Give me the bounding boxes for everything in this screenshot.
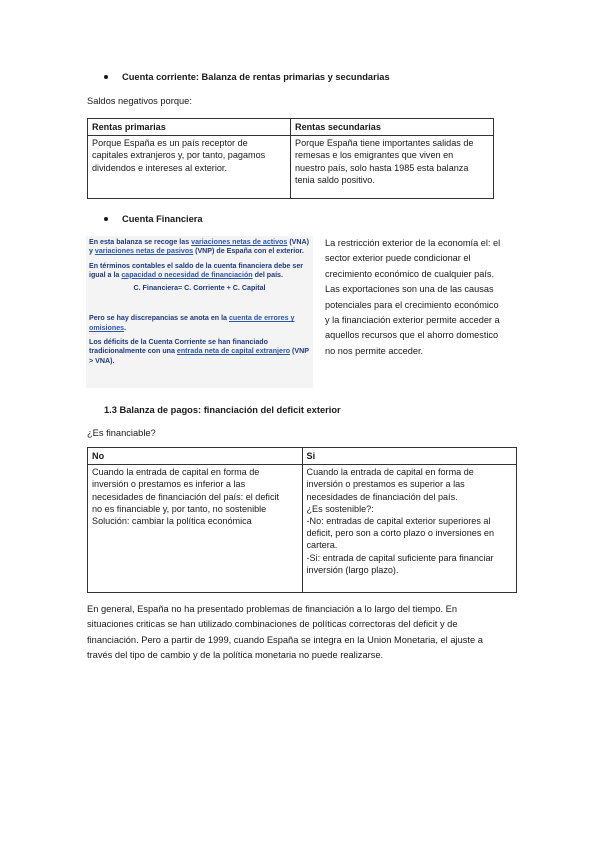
bullet-icon <box>104 217 108 221</box>
image-text: En esta balanza se recoge las <box>89 238 192 246</box>
section1-heading: Cuenta corriente: Balanza de rentas primarias y secundarias <box>122 72 390 82</box>
header-rentas-secundarias: Rentas secundarias <box>291 119 494 136</box>
financiable-table <box>87 447 517 593</box>
image-text: (VNA) y <box>89 238 310 256</box>
section2-heading: Cuenta Financiera <box>122 214 203 224</box>
image-formula: C. Financiera= C. Corriente + C. Capital <box>133 284 266 293</box>
rentas-table <box>87 118 494 199</box>
conclusion-paragraph <box>87 602 517 664</box>
side-line: no nos permite acceder. <box>325 345 424 356</box>
section3-heading: 1.3 Balanza de pagos: financiación del deficit exterior <box>104 405 341 415</box>
cell-line: remesas e los emigrantes que viven en <box>295 150 454 161</box>
image-text: del país. <box>252 270 283 279</box>
cell-line: Cuando la entrada de capital en forma de <box>306 467 474 478</box>
paragraph-line: financiación. Pero a partir de 1999, cuando España se integra en la Union Monetaria, el ajuste a <box>87 634 483 645</box>
image-text: . <box>124 323 127 332</box>
cell-line: inversión o prestamos es superior a las <box>306 479 465 490</box>
cell-si <box>302 465 517 593</box>
side-line: La restricción exterior de la economía el: el <box>325 238 501 248</box>
cell-line: -Si: entrada de capital suficiente para financiar <box>306 552 494 563</box>
cell-line: necesidades de financiación del país. <box>306 491 458 502</box>
cell-line: -No: entradas de capital exterior superiores al <box>306 516 491 527</box>
image-paragraph-3 <box>89 314 310 333</box>
image-text: (VNP > VNA). <box>89 347 309 365</box>
side-line: crecimiento económico de cualquier país. <box>325 268 495 279</box>
cell-line: no es financiable y, por tanto, no sostenible <box>92 503 267 514</box>
image-underlined-text: capacidad o necesidad de financiación <box>121 270 253 279</box>
cell-line: Porque España tiene importantes salidas de <box>295 138 474 149</box>
side-line: potenciales para el crecimiento económico <box>325 299 499 310</box>
cell-line: inversión o prestamos es inferior a las <box>92 479 246 490</box>
cell-line: dividendos e intereses al exterior. <box>92 162 227 173</box>
image-paragraph-2 <box>89 262 310 281</box>
cell-line: deficit, pero son a corto plazo o inversiones en <box>306 528 495 539</box>
image-paragraph-1 <box>89 238 310 257</box>
cell-line: capitales extranjeros y, por tanto, pagamos <box>92 150 266 161</box>
image-underlined-text: variaciones netas de activos <box>191 238 288 246</box>
bullet-cuenta-corriente <box>104 72 390 82</box>
header-rentas-primarias: Rentas primarias <box>88 119 291 136</box>
cell-line: Cuando la entrada de capital en forma de <box>92 467 260 478</box>
cell-line: Solución: cambiar la política económica <box>92 516 252 527</box>
cell-line: nuestro país, solo hasta 1985 esta balanza <box>295 162 469 173</box>
side-line: sector exterior puede condicionar el <box>325 253 471 264</box>
image-text: Los déficits de la Cuenta Corriente se han financiado tradicionalmente con una <box>89 338 268 356</box>
cuenta-financiera-image <box>86 236 313 388</box>
image-paragraph-4 <box>89 338 310 366</box>
financiable-question: ¿Es financiable? <box>87 428 156 438</box>
cell-line: Porque España es un país receptor de <box>92 138 248 149</box>
cell-line: necesidades de financiación del país: el deficit <box>92 491 280 502</box>
cell-rentas-primarias <box>88 136 291 199</box>
image-underlined-text: entrada neta de capital extranjero <box>176 347 291 356</box>
restriccion-exterior-text <box>325 236 520 359</box>
header-no: No <box>88 448 303 465</box>
paragraph-line: través del tipo de cambio y de la política monetaria no puede realizarse. <box>87 650 384 661</box>
paragraph-line: En general, España no ha presentado problemas de financiación a lo largo del tiempo. En <box>87 604 458 614</box>
bullet-cuenta-financiera <box>104 214 203 224</box>
cell-line: cartera. <box>306 540 338 551</box>
paragraph-line: situaciones criticas se han utilizado combinaciones de políticas correctoras del deficit y de <box>87 619 458 630</box>
image-text: En términos contables el saldo de la cuenta financiera debe ser igual a la <box>89 261 304 279</box>
cell-line: tenia saldo positivo. <box>295 174 375 185</box>
cell-line: inversión (largo plazo). <box>306 564 399 575</box>
side-line: y la financiación exterior permite acceder a <box>325 315 500 326</box>
saldos-intro: Saldos negativos porque: <box>87 96 192 106</box>
image-underlined-text: cuenta de errores y omisiones <box>89 314 295 332</box>
cell-line: ¿Es sostenible?: <box>306 503 374 514</box>
image-text: (VNP) de España con el exterior. <box>193 247 304 256</box>
side-line: Las exportaciones son una de las causas <box>325 284 494 295</box>
bullet-icon <box>104 75 108 79</box>
cell-no <box>88 465 303 593</box>
side-line: aquellos recursos que el ahorro domestico <box>325 330 499 341</box>
image-underlined-text: variaciones netas de pasivos <box>94 247 194 256</box>
image-text: Pero se hay discrepancias se anota en la <box>89 314 229 323</box>
header-si: Si <box>302 448 517 465</box>
cell-rentas-secundarias <box>291 136 494 199</box>
